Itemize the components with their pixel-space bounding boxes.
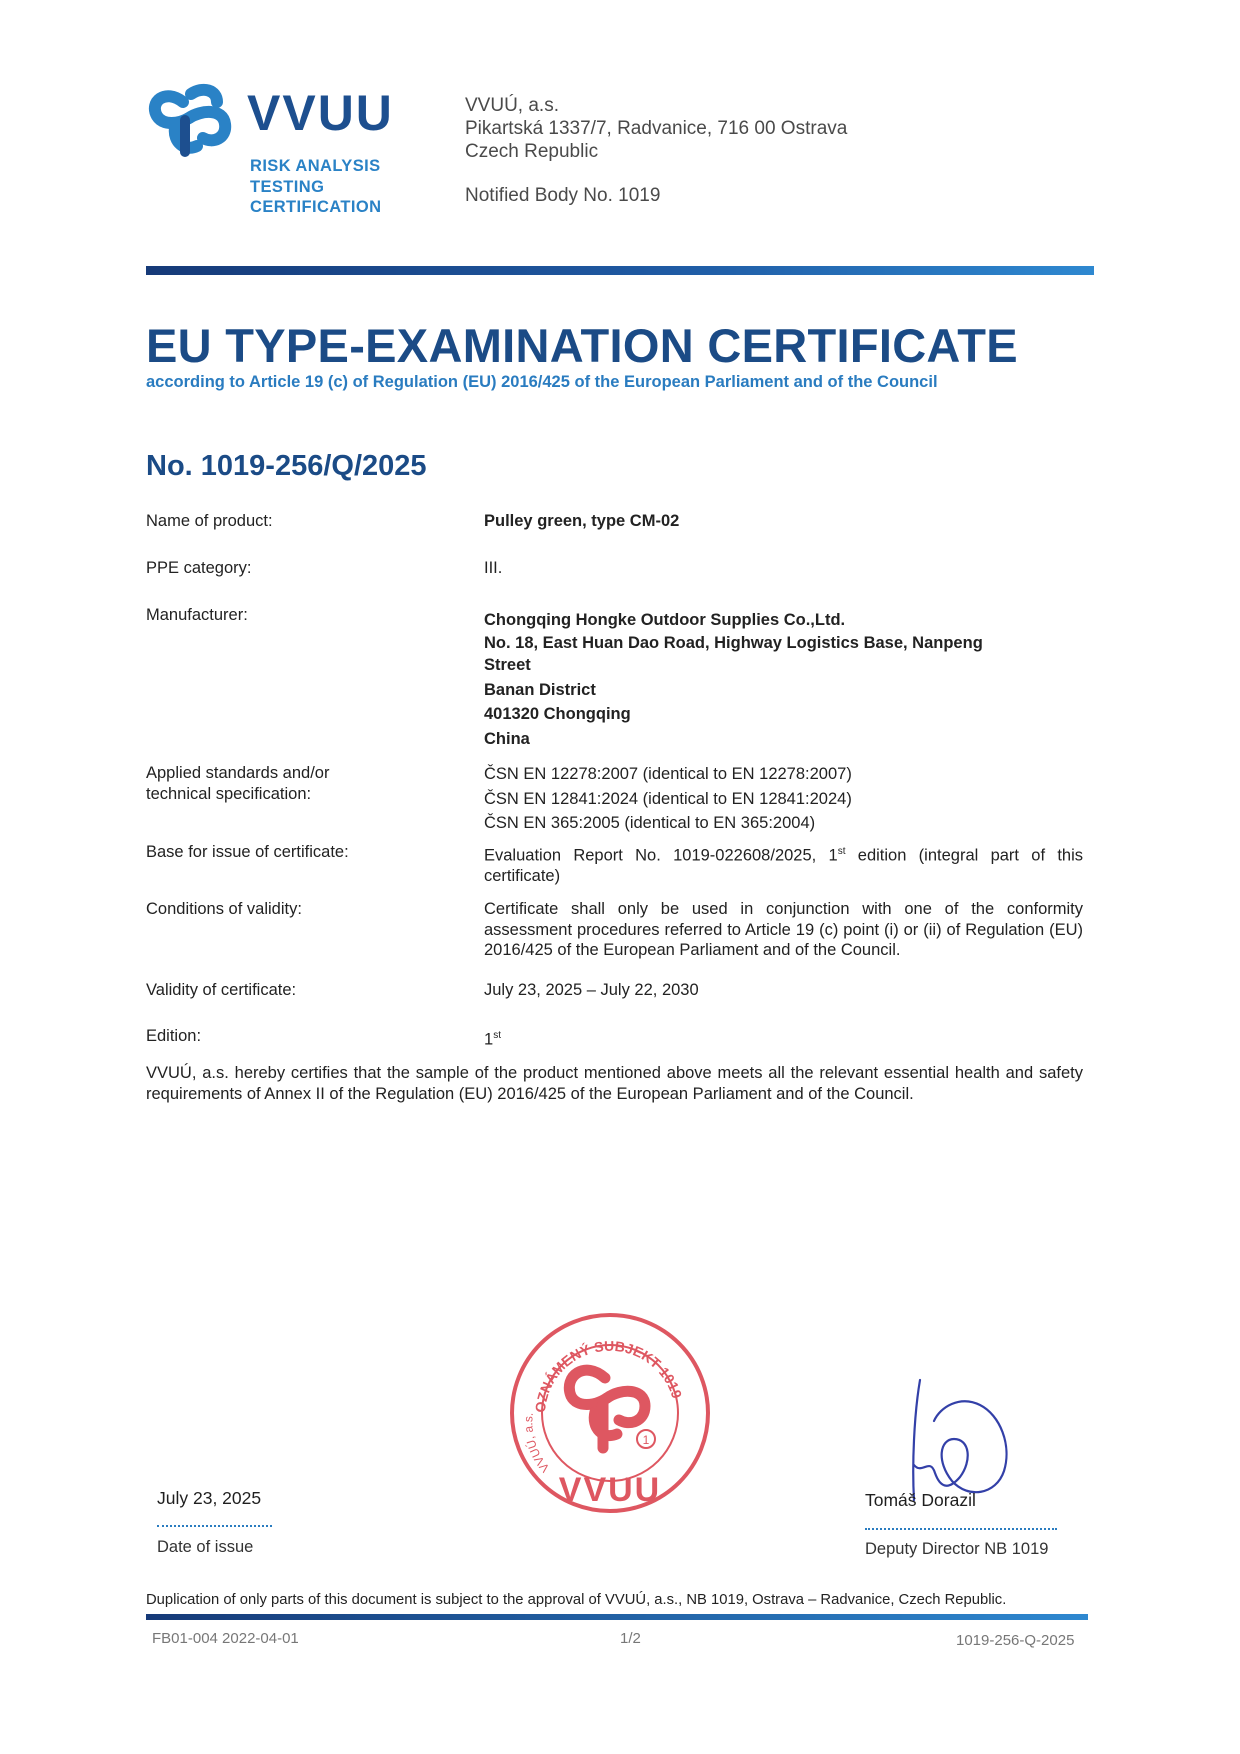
stamp-brand: VVUU bbox=[558, 1471, 662, 1509]
ppe-category-value: III. bbox=[484, 559, 503, 577]
standard-item: ČSN EN 12841:2024 (identical to EN 12841:2024) bbox=[484, 789, 852, 808]
stamp-logo-icon bbox=[569, 1370, 645, 1448]
edition-sup: st bbox=[493, 1030, 501, 1041]
standard-item: ČSN EN 365:2005 (identical to EN 365:2004) bbox=[484, 814, 816, 832]
stamp-side-text: VVUÚ, a.s. bbox=[521, 1411, 553, 1476]
signature-dotted-line bbox=[865, 1528, 1057, 1530]
issue-date-label: Date of issue bbox=[157, 1538, 254, 1556]
vvuu-logo-icon bbox=[145, 80, 235, 160]
address-line: Pikartská 1337/7, Radvanice, 716 00 Ostrava bbox=[465, 118, 848, 139]
base-text-end: edition (integral part of this certificate) bbox=[484, 846, 1083, 885]
validity-label: Validity of certificate: bbox=[146, 981, 297, 999]
manufacturer-line: Street bbox=[484, 656, 531, 674]
stamp-number: 1 bbox=[642, 1433, 650, 1447]
tagline: RISK ANALYSIS bbox=[250, 157, 381, 175]
notified-body-number: Notified Body No. 1019 bbox=[465, 185, 661, 206]
manufacturer-value bbox=[484, 608, 1083, 751]
header-divider bbox=[146, 266, 1094, 275]
manufacturer-line: 401320 Chongqing bbox=[484, 705, 631, 723]
manufacturer-line: No. 18, East Huan Dao Road, Highway Logistics Base, Nanpeng bbox=[484, 633, 983, 652]
product-label: Name of product: bbox=[146, 512, 273, 530]
tagline: CERTIFICATION bbox=[250, 198, 382, 216]
document-subtitle: according to Article 19 (c) of Regulation (EU) 2016/425 of the European Parliament and of the Council bbox=[146, 373, 938, 391]
issuer-address bbox=[465, 94, 847, 163]
conditions-value: Certificate shall only be used in conjunction with one of the conformity assessment procedures referred to Article 19 (c) point (i) or (ii) of Regulation (EU) 2016/425 of the European Parliament and of the Council. bbox=[484, 900, 1083, 959]
tagline: TESTING bbox=[250, 177, 325, 196]
notified-body-stamp bbox=[505, 1308, 715, 1518]
document-reference: 1019-256-Q-2025 bbox=[956, 1632, 1075, 1649]
standard-item: ČSN EN 12278:2007 (identical to EN 12278:2007) bbox=[484, 765, 852, 783]
standards-label-line: technical specification: bbox=[146, 784, 312, 803]
duplication-note: Duplication of only parts of this document is subject to the approval of VVUÚ, a.s., NB 1019, Ostrava – Radvanice, Czech Republic. bbox=[146, 1592, 1007, 1608]
manufacturer-label: Manufacturer: bbox=[146, 606, 248, 624]
certificate-number: No. 1019-256/Q/2025 bbox=[146, 450, 427, 482]
date-dotted-line bbox=[157, 1525, 272, 1527]
signatory-name: Tomáš Dorazil bbox=[865, 1490, 976, 1510]
base-value bbox=[484, 842, 1083, 887]
ppe-category-label: PPE category: bbox=[146, 559, 252, 577]
address-line: Czech Republic bbox=[465, 141, 599, 162]
address-line: VVUÚ, a.s. bbox=[465, 95, 559, 116]
conditions-label: Conditions of validity: bbox=[146, 900, 302, 918]
document-title: EU TYPE-EXAMINATION CERTIFICATE bbox=[146, 319, 1018, 372]
issue-date: July 23, 2025 bbox=[157, 1488, 262, 1508]
form-code: FB01-004 2022-04-01 bbox=[152, 1630, 299, 1647]
certification-statement: VVUÚ, a.s. hereby certifies that the sample of the product mentioned above meets all the relevant essential health and safety requirements of Annex II of the Regulation (EU) 2016/425 of the European Parliament and of the Council. bbox=[146, 1064, 1083, 1103]
signatory-role: Deputy Director NB 1019 bbox=[865, 1540, 1049, 1558]
base-text: Evaluation Report No. 1019-022608/2025, 1 bbox=[484, 846, 838, 865]
page-number: 1/2 bbox=[620, 1630, 641, 1647]
standards-value bbox=[484, 762, 1083, 836]
edition-number: 1 bbox=[484, 1030, 494, 1049]
manufacturer-line: China bbox=[484, 729, 530, 748]
standards-label bbox=[146, 763, 329, 804]
standards-label-line: Applied standards and/or bbox=[146, 764, 330, 782]
brand-taglines bbox=[250, 156, 381, 218]
base-sup: st bbox=[837, 846, 846, 857]
base-label: Base for issue of certificate: bbox=[146, 843, 349, 861]
product-value: Pulley green, type CM-02 bbox=[484, 512, 680, 530]
edition-value bbox=[484, 1026, 1083, 1050]
manufacturer-line: Banan District bbox=[484, 680, 596, 699]
brand-wordmark: VVUU bbox=[247, 85, 394, 141]
stamp-arc-text: OZNÁMENÝ SUBJEKT 1019 bbox=[531, 1337, 686, 1414]
edition-label: Edition: bbox=[146, 1027, 202, 1045]
footer-divider bbox=[146, 1614, 1088, 1620]
manufacturer-line: Chongqing Hongke Outdoor Supplies Co.,Ltd. bbox=[484, 611, 846, 629]
validity-value: July 23, 2025 – July 22, 2030 bbox=[484, 981, 699, 999]
